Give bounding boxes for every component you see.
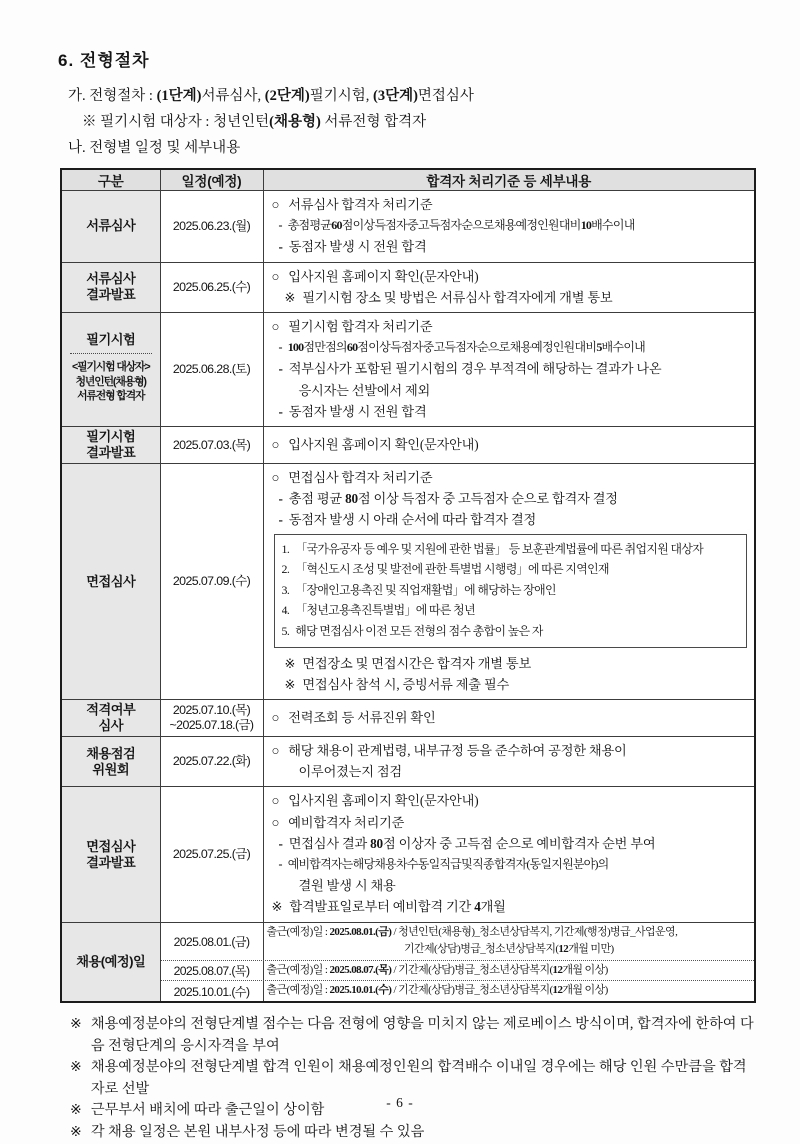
content-line-text: 100점 만점의 60점 이상 득점자 중 고득점자 순으로 채용예정인원 대비 5배수 이내 [287, 340, 645, 355]
content-line-text: 결원 발생 시 채용 [298, 878, 396, 894]
page-number: - 6 - [386, 1095, 414, 1110]
footnote-text: 각 채용 일정은 본원 내부사정 등에 따라 변경될 수 있음 [90, 1123, 425, 1140]
content-line [266, 790, 752, 811]
footnotes [58, 1014, 758, 1144]
priority-item [282, 539, 741, 560]
content-line-text: 동점자 발생 시 전원 합격 [288, 403, 427, 419]
row-label [61, 427, 160, 464]
row-date: 2025.06.23.(월) [160, 191, 263, 263]
bullet-note-icon: ※ [284, 676, 296, 692]
row-label [61, 922, 160, 1002]
intro-block [56, 83, 758, 161]
section-title: 6. 전형절차 [58, 51, 150, 70]
bullet-dash-icon: - [278, 835, 283, 851]
table-body [61, 191, 755, 1003]
row-content [263, 191, 755, 263]
content-line: 출근(예정)일 : 2025.10.01.(수) / 기간제(상담)병급_청소년상담복지(12개월 이상) [266, 984, 608, 997]
hire-subrow [161, 923, 755, 961]
intro-line-b: 나. 전형별 일정 및 세부내용 [68, 140, 241, 156]
row-label-text: 필기시험 [86, 332, 136, 348]
footnote [58, 1014, 758, 1057]
hire-subrow-date: 2025.10.01.(수) [161, 981, 264, 1001]
row-content [263, 737, 755, 787]
content-line [266, 215, 752, 236]
bullet-note-icon: ※ [284, 289, 296, 305]
bullet-dash-icon: - [278, 491, 283, 507]
row-label-text: 필기시험 결과발표 [86, 429, 136, 461]
content-line [266, 316, 752, 337]
row-content [263, 787, 755, 922]
content-line-text: 면접심사 합격자 처리기준 [288, 470, 433, 486]
content-line [266, 875, 752, 896]
content-line [266, 812, 752, 833]
bullet-note-icon: ※ [284, 655, 296, 671]
content-line [266, 488, 752, 509]
hire-subrow-date: 2025.08.07.(목) [161, 961, 264, 981]
content-line-text: 서류심사 합격자 처리기준 [288, 197, 433, 212]
content-line-text: 총점 평균 60점 이상 득점자 중 고득점자 순으로 채용예정인원 대비 10배수 이내 [287, 218, 635, 233]
bullet-dash-icon: - [278, 340, 282, 355]
row-label-text: 채용점검 위원회 [86, 745, 136, 777]
priority-item-number: 2. [281, 562, 290, 577]
table-row [61, 191, 755, 263]
priority-item-text: 「장애인고용촉진 및 직업재활법」에 해당하는 장애인 [295, 582, 556, 597]
content-line [266, 467, 752, 488]
table-row [61, 262, 755, 312]
row-date: 2025.07.22.(화) [160, 737, 263, 787]
content-line-text: 응시자는 선발에서 제외 [298, 382, 431, 398]
content-line [266, 287, 752, 308]
row-date: 2025.06.25.(수) [160, 262, 263, 312]
content-line [266, 266, 752, 287]
bullet-dash-icon: - [278, 361, 283, 377]
table-header-cell: 일정(예정) [160, 169, 263, 191]
hire-subrow-content [264, 981, 755, 1001]
bullet-circle-icon: ○ [271, 197, 280, 212]
table-row [61, 737, 755, 787]
priority-item-number: 1. [281, 541, 290, 556]
row-content [263, 427, 755, 464]
footnote-text: 채용예정분야의 전형단계별 합격 인원이 채용예정인원의 합격배수 이내일 경우에는 해당 인원 수만큼을 합격자로 선발 [90, 1059, 747, 1097]
row-label [61, 737, 160, 787]
priority-item-number: 5. [281, 624, 290, 639]
schedule-table [60, 168, 756, 1003]
priority-item-text: 「국가유공자 등 예우 및 지원에 관한 법률」 등 보훈관계법률에 따른 취업지원 대상자 [295, 541, 704, 556]
content-line-text: 예비합격자 처리기준 [288, 814, 405, 830]
priority-item-text: 해당 면접심사 이전 모든 전형의 점수 총합이 높은 자 [295, 624, 543, 639]
priority-box [274, 534, 748, 648]
content-line-text: 면접장소 및 면접시간은 합격자 개별 통보 [302, 655, 532, 671]
table-row [61, 700, 755, 737]
content-line [266, 674, 752, 695]
row-label-text: 서류심사 [86, 218, 136, 234]
intro-note: ※ 필기시험 대상자 : 청년인턴(채용형) 서류전형 합격자 [82, 114, 427, 130]
table-row [61, 313, 755, 427]
row-label [61, 700, 160, 737]
priority-item-number: 3. [281, 582, 290, 597]
row-label-text: 적격여부 심사 [86, 702, 136, 734]
bullet-circle-icon: ○ [271, 470, 280, 486]
content-line: 기간제(상담)병급_청소년상담복지(12개월 미만) [403, 943, 614, 956]
row-date: 2025.07.10.(목) ~2025.07.18.(금) [160, 700, 263, 737]
hire-subrow-date: 2025.08.01.(금) [161, 923, 264, 960]
bullet-circle-icon: ○ [271, 793, 280, 809]
row-label [61, 464, 160, 700]
row-label-text: 서류심사 결과발표 [86, 271, 136, 303]
table-header [61, 169, 755, 191]
row-date: 2025.07.03.(목) [160, 427, 263, 464]
row-label-text: 면접심사 결과발표 [86, 838, 136, 870]
content-line-text: 전력조회 등 서류진위 확인 [288, 709, 436, 725]
content-line [266, 194, 752, 215]
priority-item [282, 600, 741, 621]
content-line [266, 707, 752, 728]
priority-item [282, 580, 741, 601]
bullet-dash-icon: - [278, 512, 283, 528]
content-line-text: 동점자 발생 시 아래 순서에 따라 합격자 결정 [288, 512, 537, 528]
content-line [266, 740, 752, 761]
content-line [266, 337, 752, 358]
hire-subrow-content [264, 961, 755, 981]
intro-line-a: 가. 전형절차 : (1단계)서류심사, (2단계)필기시험, (3단계)면접심사 [68, 88, 474, 104]
content-line [266, 380, 752, 401]
content-line-text: 해당 채용이 관계법령, 내부규정 등을 준수하여 공정한 채용이 [288, 743, 627, 759]
footnote-text: 근무부서 배치에 따라 출근일이 상이함 [90, 1102, 325, 1119]
content-line-text: 동점자 발생 시 전원 합격 [288, 239, 427, 255]
footnote-text: 채용예정분야의 전형단계별 점수는 다음 전형에 영향을 미치지 않는 제로베이스 방식이며, 합격자에 한하여 다음 전형단계의 응시자격을 부여 [90, 1016, 754, 1054]
content-line-text: 필기시험 장소 및 방법은 서류심사 합격자에게 개별 통보 [302, 289, 613, 305]
bullet-circle-icon: ○ [271, 319, 280, 335]
table-header-cell: 구분 [61, 169, 160, 191]
label-divider [70, 353, 152, 354]
priority-item-text: 「청년고용촉진특별법」에 따른 청년 [295, 603, 475, 618]
content-line [266, 236, 752, 257]
content-line-text: 면접심사 참석 시, 증빙서류 제출 필수 [302, 676, 510, 692]
bullet-circle-icon: ○ [271, 743, 280, 759]
footnote [58, 1057, 758, 1100]
content-line [266, 509, 752, 530]
content-line-text: 합격발표일로부터 예비합격 기간 4개월 [289, 899, 506, 915]
content-line [266, 358, 752, 379]
content-line [266, 761, 752, 782]
row-date: 2025.07.09.(수) [160, 464, 263, 700]
priority-item [282, 559, 741, 580]
content-line-text: 적부심사가 포함된 필기시험의 경우 부적격에 해당하는 결과가 나온 [288, 361, 662, 377]
footnote-mark-icon: ※ [70, 1016, 82, 1033]
hire-subrows-cell [160, 922, 755, 1002]
hire-subrow-content [264, 923, 755, 960]
row-label [61, 262, 160, 312]
row-date: 2025.07.25.(금) [160, 787, 263, 922]
footnote-mark-icon: ※ [70, 1059, 82, 1076]
content-line-text: 면접심사 결과 80점 이상자 중 고득점 순으로 예비합격자 순번 부여 [288, 835, 656, 851]
row-content [263, 313, 755, 427]
bullet-dash-icon: - [278, 857, 282, 872]
content-line-text: 필기시험 합격자 처리기준 [288, 319, 433, 335]
footnote [58, 1122, 758, 1144]
bullet-circle-icon: ○ [271, 709, 280, 725]
content-line-text: 총점 평균 80점 이상 득점자 중 고득점자 순으로 합격자 결정 [288, 491, 618, 507]
row-label-text: 면접심사 [86, 573, 136, 589]
content-line [266, 833, 752, 854]
hire-subrow [161, 981, 755, 1001]
bullet-dash-icon: - [278, 403, 283, 419]
table-row [61, 464, 755, 700]
table-header-cell: 합격자 처리기준 등 세부내용 [263, 169, 755, 191]
bullet-dash-icon: - [278, 218, 282, 233]
priority-item-number: 4. [281, 603, 290, 618]
table-row [61, 787, 755, 922]
content-line-text: 이루어졌는지 점검 [298, 764, 402, 780]
row-content [263, 700, 755, 737]
content-line [266, 401, 752, 422]
table-row [61, 427, 755, 464]
content-line-text: 입사지원 홈페이지 확인(문자안내) [288, 793, 479, 809]
hire-subrow [161, 961, 755, 982]
priority-item-text: 「혁신도시 조성 및 발전에 관한 특별법 시행령」에 따른 지역인재 [295, 562, 609, 577]
row-label [61, 191, 160, 263]
content-line: 출근(예정)일 : 2025.08.07.(목) / 기간제(상담)병급_청소년상담복지(12개월 이상) [266, 963, 608, 976]
content-line [266, 434, 752, 455]
row-content [263, 464, 755, 700]
bullet-note-icon: ※ [271, 899, 283, 915]
content-line: 출근(예정)일 : 2025.08.01.(금) / 청년인턴(채용형)_청소년상담복지, 기간제(행정)병급_사업운영, [266, 925, 678, 938]
footnote-mark-icon: ※ [70, 1102, 82, 1119]
content-line [266, 896, 752, 917]
table-header-row [61, 169, 755, 191]
content-line [266, 653, 752, 674]
footnote-mark-icon: ※ [70, 1123, 82, 1140]
row-label-text: 채용(예정)일 [76, 953, 146, 969]
row-label [61, 787, 160, 922]
content-line-text: 예비합격자는 해당채용 차수 동일직급 및 직종 합격자(동일 지원분야)의 [287, 857, 609, 872]
bullet-circle-icon: ○ [271, 436, 280, 452]
table-row [61, 922, 755, 1002]
bullet-dash-icon: - [278, 239, 283, 255]
row-label [61, 313, 160, 427]
priority-item [282, 621, 741, 642]
bullet-circle-icon: ○ [271, 814, 280, 830]
content-line-text: 입사지원 홈페이지 확인(문자안내) [288, 436, 479, 452]
row-date: 2025.06.28.(토) [160, 313, 263, 427]
row-sublabel: <필기시험 대상자> 청년인턴(채용형) 서류전형 합격자 [71, 361, 150, 403]
content-line [266, 854, 752, 875]
row-content [263, 262, 755, 312]
bullet-circle-icon: ○ [271, 268, 280, 284]
content-line-text: 입사지원 홈페이지 확인(문자안내) [288, 268, 479, 284]
